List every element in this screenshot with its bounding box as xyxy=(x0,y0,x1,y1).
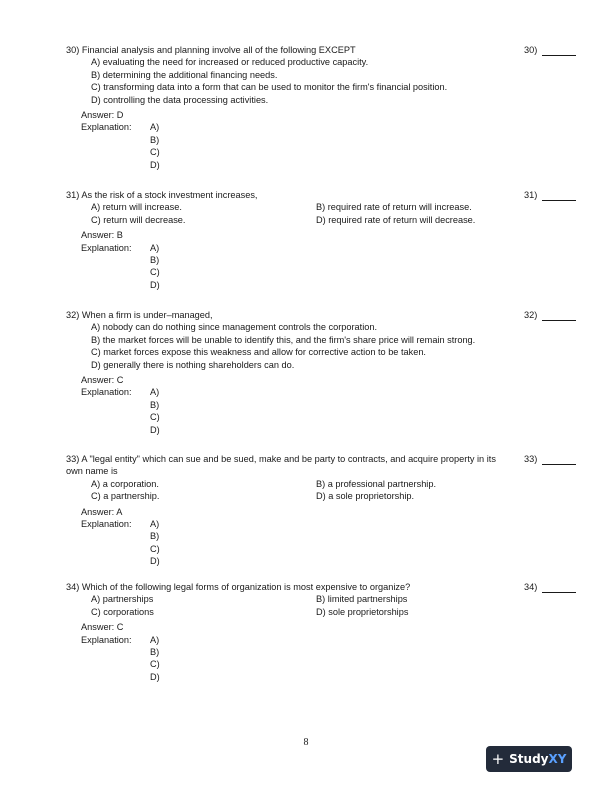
explanation-label: Explanation: xyxy=(81,242,132,253)
page-number: 8 xyxy=(303,737,309,748)
explanation-option-b: B) xyxy=(150,531,160,542)
answer-text: Answer: B xyxy=(81,230,123,241)
question-30 xyxy=(0,44,612,171)
explanation-option-c: C) xyxy=(150,267,160,278)
question-number: 31) xyxy=(524,190,538,200)
plus-icon: + xyxy=(491,749,505,768)
studyxy-badge[interactable] xyxy=(486,746,572,772)
explanation-option-d: D) xyxy=(150,424,160,435)
explanation-option-b: B) xyxy=(150,399,160,410)
explanation-option-d: D) xyxy=(150,556,160,567)
answer-blank xyxy=(542,464,576,465)
question-stem: 33) A "legal entity" which can sue and be sued, make and be party to contracts, and acquire property in its own name is xyxy=(66,454,496,477)
explanation-option-c: C) xyxy=(150,543,160,554)
explanation-option-d: D) xyxy=(150,159,160,170)
question-stem: 31) As the risk of a stock investment increases, xyxy=(66,190,258,200)
explanation-label: Explanation: xyxy=(81,518,132,529)
explanation-label: Explanation: xyxy=(81,122,132,133)
question-number: 32) xyxy=(524,310,538,320)
option-b: B) the market forces will be unable to identify this, and the firm's share price will remain strong. xyxy=(91,334,476,345)
option-d: D) a sole proprietorship. xyxy=(316,491,415,502)
option-c: C) return will decrease. xyxy=(91,214,186,225)
option-a: A) return will increase. xyxy=(91,202,182,213)
explanation-option-a: A) xyxy=(150,518,160,529)
question-stem: 32) When a firm is under–managed, xyxy=(66,310,213,320)
option-c: C) a partnership. xyxy=(91,491,160,502)
explanation-option-c: C) xyxy=(150,659,160,670)
explanation-option-b: B) xyxy=(150,254,160,265)
question-number: 33) xyxy=(524,454,538,464)
option-c: C) corporations xyxy=(91,606,154,617)
answer-text: Answer: C xyxy=(81,374,124,385)
brand-prefix: Study xyxy=(509,751,549,766)
explanation-option-d: D) xyxy=(150,671,160,682)
option-d: D) generally there is nothing shareholders can do. xyxy=(91,359,295,370)
answer-text: Answer: C xyxy=(81,622,124,633)
explanation-option-a: A) xyxy=(150,387,160,398)
option-c: C) transforming data into a form that can be used to monitor the firm's financial position. xyxy=(91,82,448,93)
question-number: 34) xyxy=(524,582,538,592)
explanation-option-b: B) xyxy=(150,646,160,657)
explanation-option-d: D) xyxy=(150,279,160,290)
option-b: B) required rate of return will increase. xyxy=(316,202,472,213)
option-d: D) controlling the data processing activities. xyxy=(91,94,269,105)
explanation-option-c: C) xyxy=(150,147,160,158)
explanation-option-a: A) xyxy=(150,242,160,253)
question-33 xyxy=(0,453,612,568)
brand-suffix: XY xyxy=(548,751,567,766)
option-a: A) evaluating the need for increased or reduced productive capacity. xyxy=(91,57,369,68)
option-d: D) required rate of return will decrease. xyxy=(316,214,476,225)
explanation-label: Explanation: xyxy=(81,634,132,645)
option-a: A) a corporation. xyxy=(91,478,159,489)
option-a: A) partnerships xyxy=(91,594,154,605)
option-b: B) a professional partnership. xyxy=(316,478,437,489)
question-32 xyxy=(0,309,612,436)
question-stem: 34) Which of the following legal forms of organization is most expensive to organize? xyxy=(66,582,411,592)
option-b: B) limited partnerships xyxy=(316,594,408,605)
explanation-option-a: A) xyxy=(150,122,160,133)
explanation-option-b: B) xyxy=(150,134,160,145)
explanation-option-a: A) xyxy=(150,634,160,645)
option-a: A) nobody can do nothing since management controls the corporation. xyxy=(91,322,378,333)
question-stem: 30) Financial analysis and planning involve all of the following EXCEPT xyxy=(66,45,356,55)
question-31 xyxy=(0,189,612,291)
question-number: 30) xyxy=(524,45,538,55)
question-34 xyxy=(0,581,612,683)
answer-text: Answer: D xyxy=(81,109,124,120)
option-c: C) market forces expose this weakness and allow for corrective action to be taken. xyxy=(91,347,426,358)
answer-text: Answer: A xyxy=(81,506,123,517)
explanation-option-c: C) xyxy=(150,412,160,423)
option-b: B) determining the additional financing needs. xyxy=(91,69,278,80)
explanation-label: Explanation: xyxy=(81,387,132,398)
option-d: D) sole proprietorships xyxy=(316,606,409,617)
